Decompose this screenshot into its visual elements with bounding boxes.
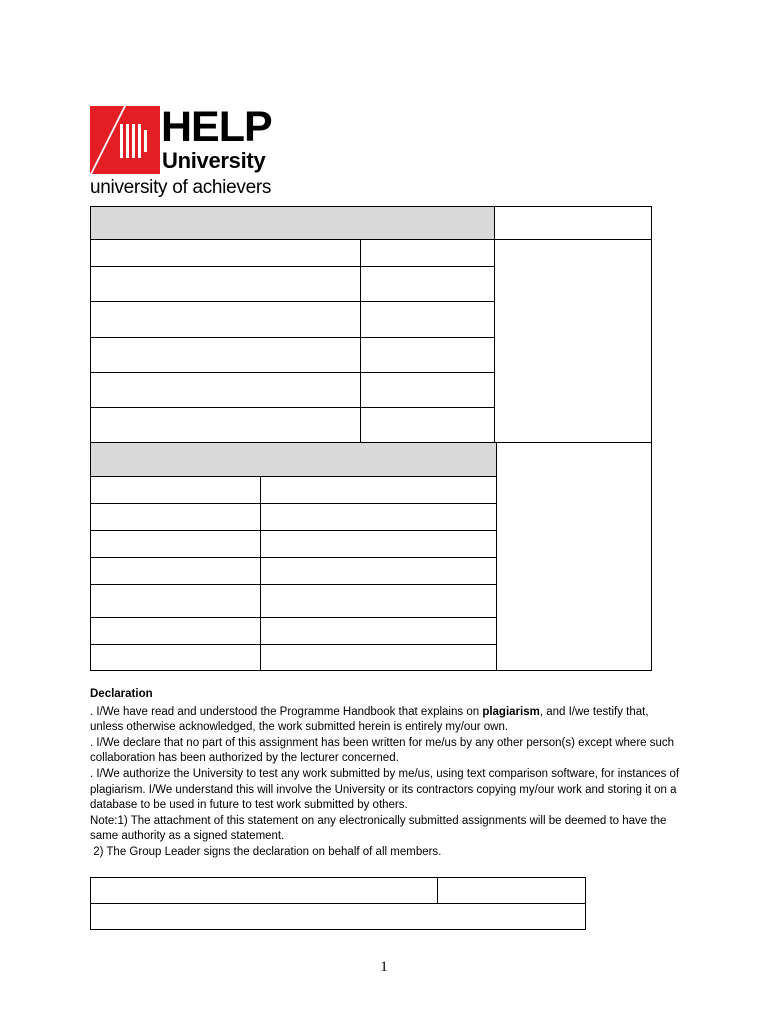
declaration-para-2: . I/We declare that no part of this assignment has been written for me/us by any other person(s) except where such collaboration has been authorized by the lecturer concerned. <box>90 736 675 765</box>
field-label-cell <box>90 266 361 302</box>
member-name-cell[interactable] <box>260 557 497 585</box>
declaration-note-1: Note:1) The attachment of this statement on any electronically submitted assignments will be deemed to have the same authority as a signed statement. <box>90 814 667 843</box>
signature-cell[interactable] <box>90 877 438 904</box>
date-cell[interactable] <box>437 877 586 904</box>
header-cell <box>90 206 495 240</box>
field-label-cell <box>90 407 361 443</box>
declaration-title: Declaration <box>90 688 153 700</box>
mark-box-cell[interactable] <box>494 239 652 443</box>
logo-name: HELP <box>161 103 272 151</box>
logo-tagline: university of achievers <box>90 177 272 198</box>
field-label-cell <box>90 337 361 373</box>
member-name-cell[interactable] <box>260 530 497 558</box>
declaration-para-1 <box>90 705 682 736</box>
member-name-cell[interactable] <box>260 584 497 618</box>
signature-row-2-cell[interactable] <box>90 903 586 930</box>
member-name-cell[interactable] <box>260 503 497 531</box>
field-value-cell[interactable] <box>360 301 495 338</box>
field-value-cell[interactable] <box>360 266 495 302</box>
declaration-para-1-bold: plagiarism <box>482 705 540 718</box>
help-logo-mark-icon <box>90 106 160 176</box>
declaration-section <box>90 687 682 861</box>
field-label-cell <box>90 372 361 408</box>
members-side-cell[interactable] <box>496 442 652 671</box>
member-id-cell[interactable] <box>90 644 261 671</box>
page-number: 1 <box>380 959 388 975</box>
member-id-cell[interactable] <box>90 530 261 558</box>
member-name-cell[interactable] <box>260 617 497 645</box>
member-id-cell[interactable] <box>90 476 261 504</box>
member-id-cell[interactable] <box>90 617 261 645</box>
member-id-cell[interactable] <box>90 557 261 585</box>
declaration-para-1-text-end: , and I/we testify that, unless otherwise acknowledged, the work submitted herein is entirely my/our own. <box>90 705 649 734</box>
declaration-para-1-text: . I/We have read and understood the Programme Handbook that explains on <box>90 705 483 718</box>
field-value-cell[interactable] <box>360 407 495 443</box>
member-name-cell[interactable] <box>260 644 497 671</box>
header-side-cell <box>494 206 652 240</box>
members-header-cell <box>90 442 497 477</box>
field-value-cell[interactable] <box>360 239 495 267</box>
member-name-cell[interactable] <box>260 476 497 504</box>
field-value-cell[interactable] <box>360 337 495 373</box>
declaration-para-3: . I/We authorize the University to test any work submitted by me/us, using text comparison software, for instances of plagiarism. I/We understand this will involve the University or its contractors copying my/our work and storing it on a database to be used in future to test work submitted by others. <box>90 767 680 812</box>
field-value-cell[interactable] <box>360 372 495 408</box>
field-label-cell <box>90 301 361 338</box>
declaration-note-2: 2) The Group Leader signs the declaration on behalf of all members. <box>90 845 442 858</box>
help-university-logo <box>90 103 272 202</box>
member-id-cell[interactable] <box>90 503 261 531</box>
member-id-cell[interactable] <box>90 584 261 618</box>
field-label-cell <box>90 239 361 267</box>
logo-sub: University <box>162 148 266 173</box>
